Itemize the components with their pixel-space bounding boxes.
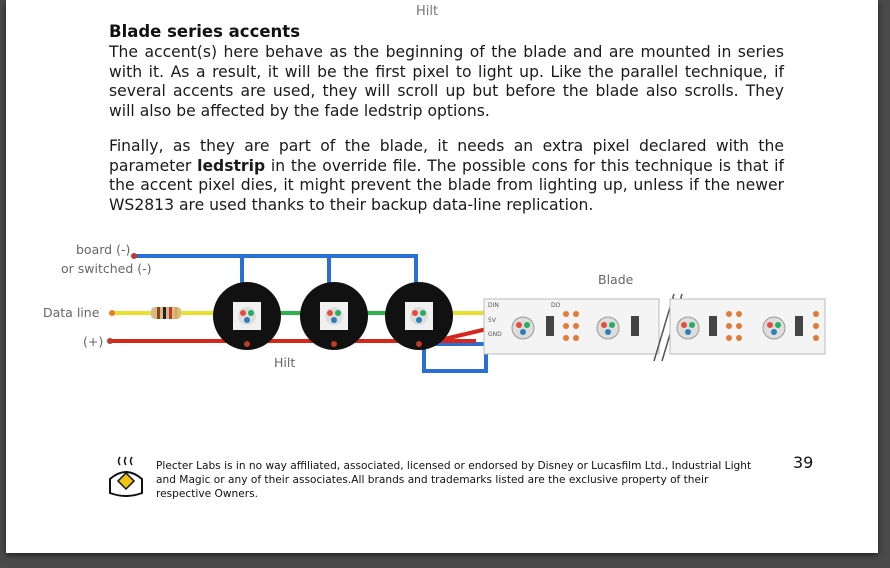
paragraph-2 xyxy=(109,137,784,215)
label-plus: (+) xyxy=(83,334,104,349)
section-heading: Blade series accents xyxy=(109,22,301,41)
pin-din: DIN xyxy=(488,302,499,309)
label-blade: Blade xyxy=(598,272,634,287)
paragraph-1: The accent(s) here behave as the beginning of the blade and are mounted in series with it. As a result, it will be the first pixel to light up. Like the parallel technique, if several accents are used, they will scroll up but before the blade also scrolls. They will also be affected by the fade ledstrip options. xyxy=(109,43,784,120)
accent-led-2 xyxy=(300,282,368,350)
footer-disclaimer: Plecter Labs is in no way affiliated, associated, licensed or endorsed by Disney or Lucasfilm Ltd., Industrial Light and Magic or any of their associates.All brands and trademarks listed are the exclusive property of their respective Owners. xyxy=(156,460,752,500)
label-hilt: Hilt xyxy=(274,355,296,370)
page-number: 39 xyxy=(793,453,814,472)
pin-5v: 5V xyxy=(488,317,496,324)
accent-led-1 xyxy=(213,282,281,350)
paragraph-2-after: in the override file. The possible cons for this technique is that if the accent pixel dies, it might prevent the blade from lighting up, unless if the newer WS2813 are used thanks to their backup data-line replication. xyxy=(109,156,784,214)
wiring-diagram xyxy=(6,236,878,386)
led-strip-segment-1 xyxy=(484,299,659,354)
pin-gnd: GND xyxy=(488,331,502,338)
document-page xyxy=(6,0,878,553)
top-section-label: Hilt xyxy=(416,4,439,19)
ledstrip-keyword: ledstrip xyxy=(197,156,266,175)
label-data-line: Data line xyxy=(43,305,100,320)
plecter-labs-logo-icon xyxy=(104,455,148,503)
pin-do: DO xyxy=(551,302,561,309)
accent-led-3 xyxy=(385,282,453,350)
paragraph-2-before: Finally, as they are part of the blade, it needs an extra pixel declared with the parameter xyxy=(109,137,784,175)
label-board: board (-) xyxy=(76,242,131,257)
label-switched: or switched (-) xyxy=(61,261,152,276)
led-strip-segment-2 xyxy=(670,299,825,354)
